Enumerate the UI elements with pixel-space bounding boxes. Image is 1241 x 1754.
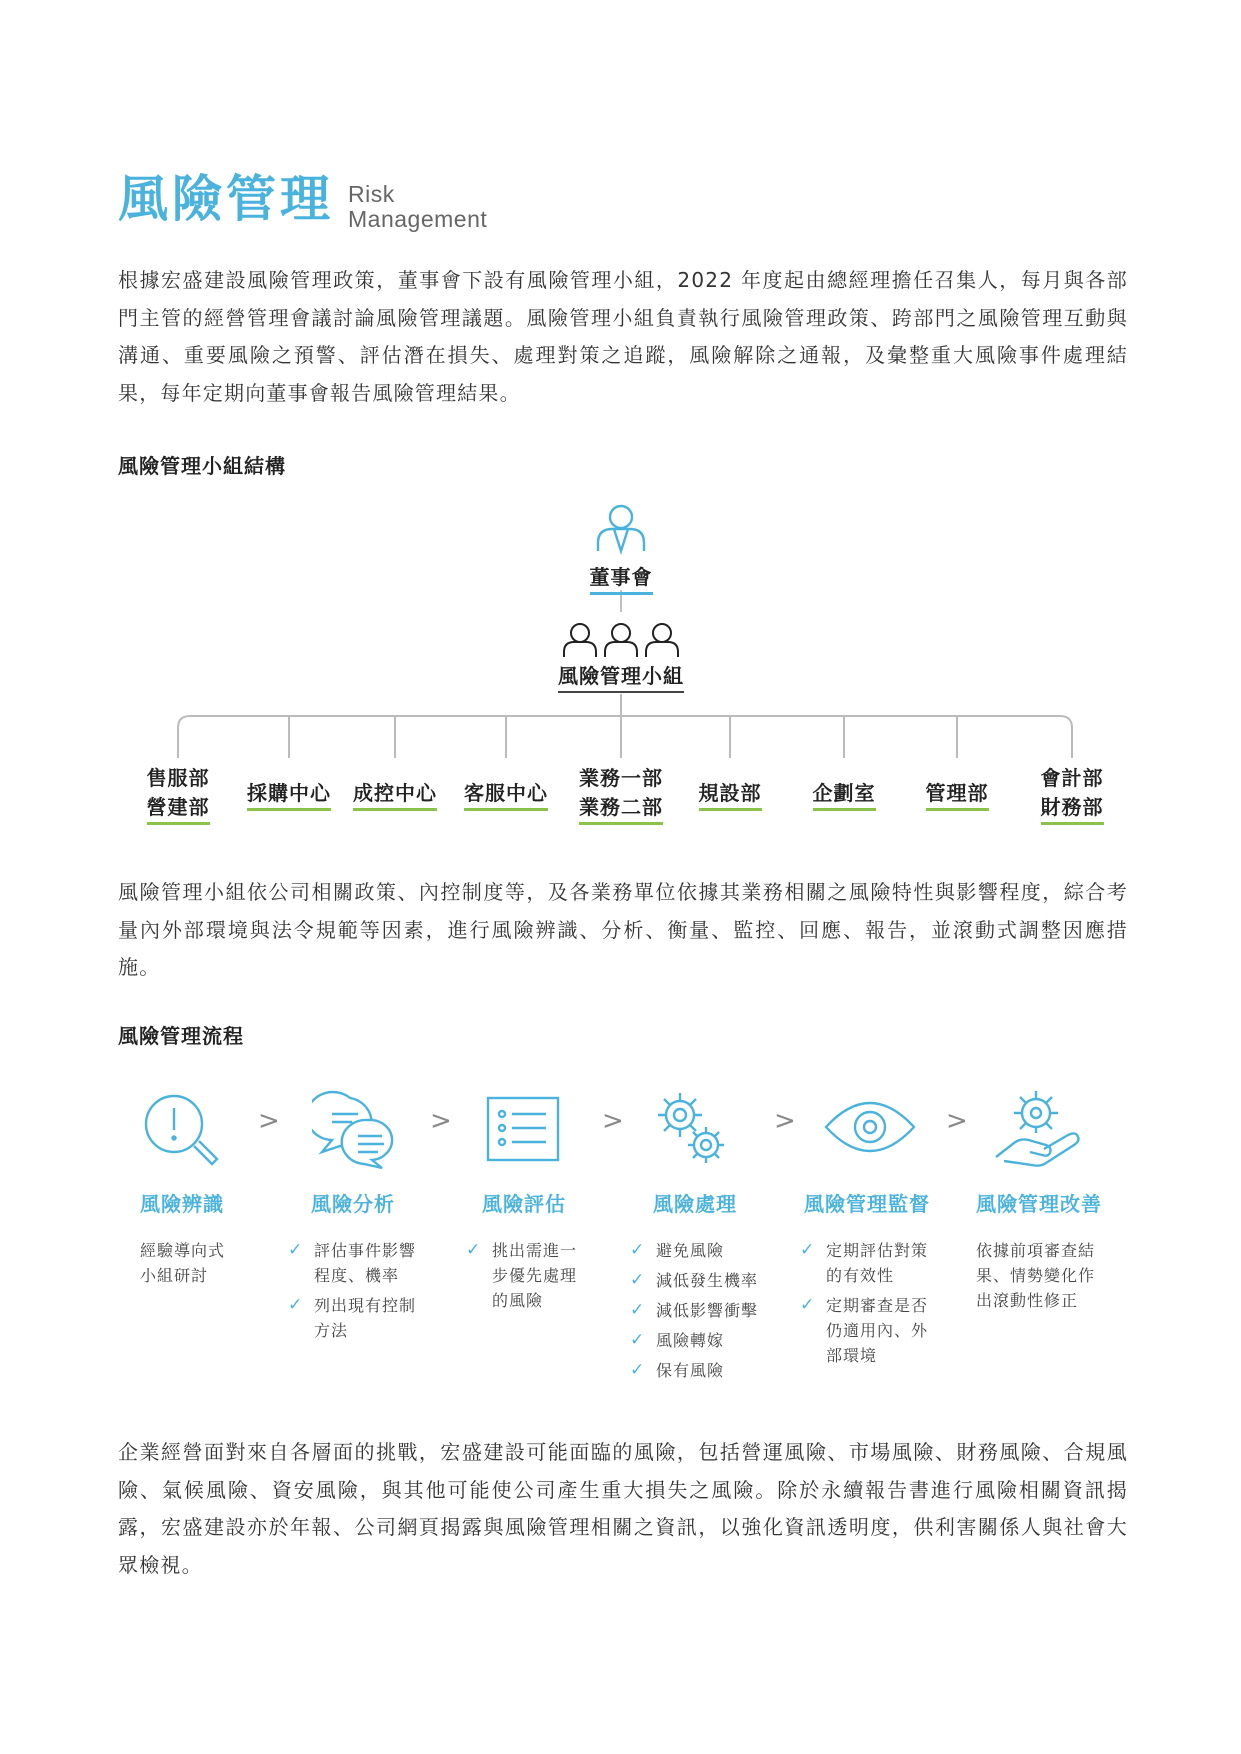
dept-line-1: 成控中心: [353, 779, 437, 811]
step-title: 風險辨識: [140, 1192, 224, 1216]
check-icon: ✓: [466, 1240, 482, 1260]
org-node-board: [561, 563, 681, 595]
dept-line-1: 會計部: [1040, 766, 1104, 790]
check-icon: ✓: [630, 1330, 646, 1350]
step-line: 經驗導向式: [140, 1241, 226, 1260]
checklist-icon: [484, 1090, 564, 1170]
board-person-icon: [598, 506, 644, 551]
check-icon: ✓: [800, 1295, 816, 1315]
process-step: [976, 1188, 1146, 1217]
structure-heading: 風險管理小組結構: [118, 454, 286, 478]
check-item: ✓ 風險轉嫁: [630, 1328, 758, 1353]
intro-paragraph: 根據宏盛建設風險管理政策，董事會下設有風險管理小組，2022 年度起由總經理擔任召集人，每月與各部門主管的經營管理會議討論風險管理議題。風險管理小組負責執行風險管理政策、跨部門之風險管理互動與溝通、重要風險之預警、評估潛在損失、處理對策之追蹤，風險解除之通報，及彙整重大風險事件處理結果，每年定期向董事會報告風險管理結果。: [118, 268, 1128, 405]
step-title: 風險處理: [653, 1192, 737, 1216]
page-title-english: [348, 182, 487, 233]
org-node-dept: [118, 764, 238, 825]
step-title: 風險管理改善: [976, 1192, 1102, 1216]
branch-bar: [178, 716, 1072, 758]
org-node-risk-group-label: 風險管理小組: [558, 662, 684, 693]
step-separator: >: [774, 1106, 796, 1136]
step-body: [288, 1238, 416, 1348]
check-icon: ✓: [630, 1300, 646, 1320]
check-item: ✓ 評估事件影響 程度、機率: [288, 1240, 417, 1285]
magnifier-alert-icon: [140, 1090, 230, 1170]
step-separator: >: [946, 1106, 968, 1136]
check-item: ✓ 保有風險: [630, 1358, 758, 1383]
check-icon: ✓: [288, 1240, 304, 1260]
check-icon: ✓: [630, 1270, 646, 1290]
process-step: [140, 1188, 290, 1217]
check-item: ✓ 挑出需進一 步優先處理 的風險: [466, 1240, 578, 1310]
gears-icon: [652, 1085, 732, 1175]
step-body: [800, 1238, 928, 1373]
org-node-dept: [1012, 764, 1132, 825]
closing-paragraph: 企業經營面對來自各層面的挑戰，宏盛建設可能面臨的風險，包括營運風險、市場風險、財務風險、合規風險、氣候風險、資安風險，與其他可能使公司產生重大損失之風險。除於永續報告書進行風險相關資訊揭露，宏盛建設亦於年報、公司網頁揭露與風險管理相關之資訊，以強化資訊透明度，供利害關係人與社會大眾檢視。: [118, 1440, 1128, 1577]
step-line: 小組研討: [140, 1266, 209, 1285]
org-node-dept: [784, 779, 904, 811]
step-line: 出滾動性修正: [976, 1291, 1079, 1310]
org-node-dept: [335, 779, 455, 811]
check-item: ✓ 定期評估對策 的有效性: [800, 1240, 929, 1285]
dept-line-1: 企劃室: [813, 779, 876, 811]
org-node-dept: [897, 779, 1017, 811]
step-separator: >: [430, 1106, 452, 1136]
org-node-dept: [561, 764, 681, 825]
step-title: 風險管理監督: [804, 1192, 930, 1216]
process-step: [653, 1188, 803, 1217]
eye-icon: [820, 1095, 920, 1160]
org-node-dept: [670, 779, 790, 811]
title-english-line-2: Management: [348, 206, 488, 233]
title-english-line-1: Risk: [348, 181, 395, 207]
check-item: ✓ 避免風險: [630, 1238, 758, 1263]
org-node-board-label: 董事會: [590, 563, 653, 595]
dept-line-1: 業務一部: [579, 766, 663, 790]
page-title: 風險管理: [118, 170, 334, 228]
step-body: [140, 1238, 225, 1288]
check-icon: ✓: [630, 1240, 646, 1260]
check-icon: ✓: [800, 1240, 816, 1260]
process-step: [482, 1188, 632, 1217]
dept-line-1: 售服部: [146, 766, 210, 790]
dept-line-2: 營建部: [147, 793, 210, 825]
step-title: 風險評估: [482, 1192, 566, 1216]
step-body: [466, 1238, 577, 1318]
step-body: [630, 1238, 758, 1388]
dept-line-1: 管理部: [926, 779, 989, 811]
process-heading: 風險管理流程: [118, 1024, 244, 1048]
check-item: ✓ 定期審查是否 仍適用內、外 部環境: [800, 1295, 929, 1365]
process-step: [804, 1188, 974, 1217]
chat-bubbles-icon: [312, 1090, 402, 1170]
org-node-dept: [446, 779, 566, 811]
branch-drops: [289, 716, 957, 758]
group-people-icon: [564, 624, 678, 657]
dept-line-2: 財務部: [1041, 793, 1104, 825]
step-separator: >: [602, 1106, 624, 1136]
check-icon: ✓: [288, 1295, 304, 1315]
step-line: 依據前項審查結: [976, 1241, 1096, 1260]
dept-line-1: 客服中心: [464, 779, 548, 811]
dept-line-1: 採購中心: [247, 779, 331, 811]
dept-line-2: 業務二部: [579, 793, 663, 825]
hand-gear-icon: [992, 1085, 1082, 1170]
middle-paragraph: 風險管理小組依公司相關政策、內控制度等，及各業務單位依據其業務相關之風險特性與影響程度，綜合考量內外部環境與法令規範等因素，進行風險辨識、分析、衡量、監控、回應、報告，並滾動式調整因應措施。: [118, 880, 1128, 979]
check-item: ✓ 減低發生機率: [630, 1268, 758, 1293]
check-item: ✓ 減低影響衝擊: [630, 1298, 758, 1323]
check-item: ✓ 列出現有控制 方法: [288, 1295, 417, 1340]
org-node-risk-group: [531, 662, 711, 693]
step-title: 風險分析: [311, 1192, 395, 1216]
step-line: 果、情勢變化作: [976, 1266, 1096, 1285]
step-separator: >: [258, 1106, 280, 1136]
step-body: [976, 1238, 1095, 1313]
check-icon: ✓: [630, 1360, 646, 1380]
org-node-dept: [229, 779, 349, 811]
dept-line-1: 規設部: [699, 779, 762, 811]
process-step: [311, 1188, 461, 1217]
